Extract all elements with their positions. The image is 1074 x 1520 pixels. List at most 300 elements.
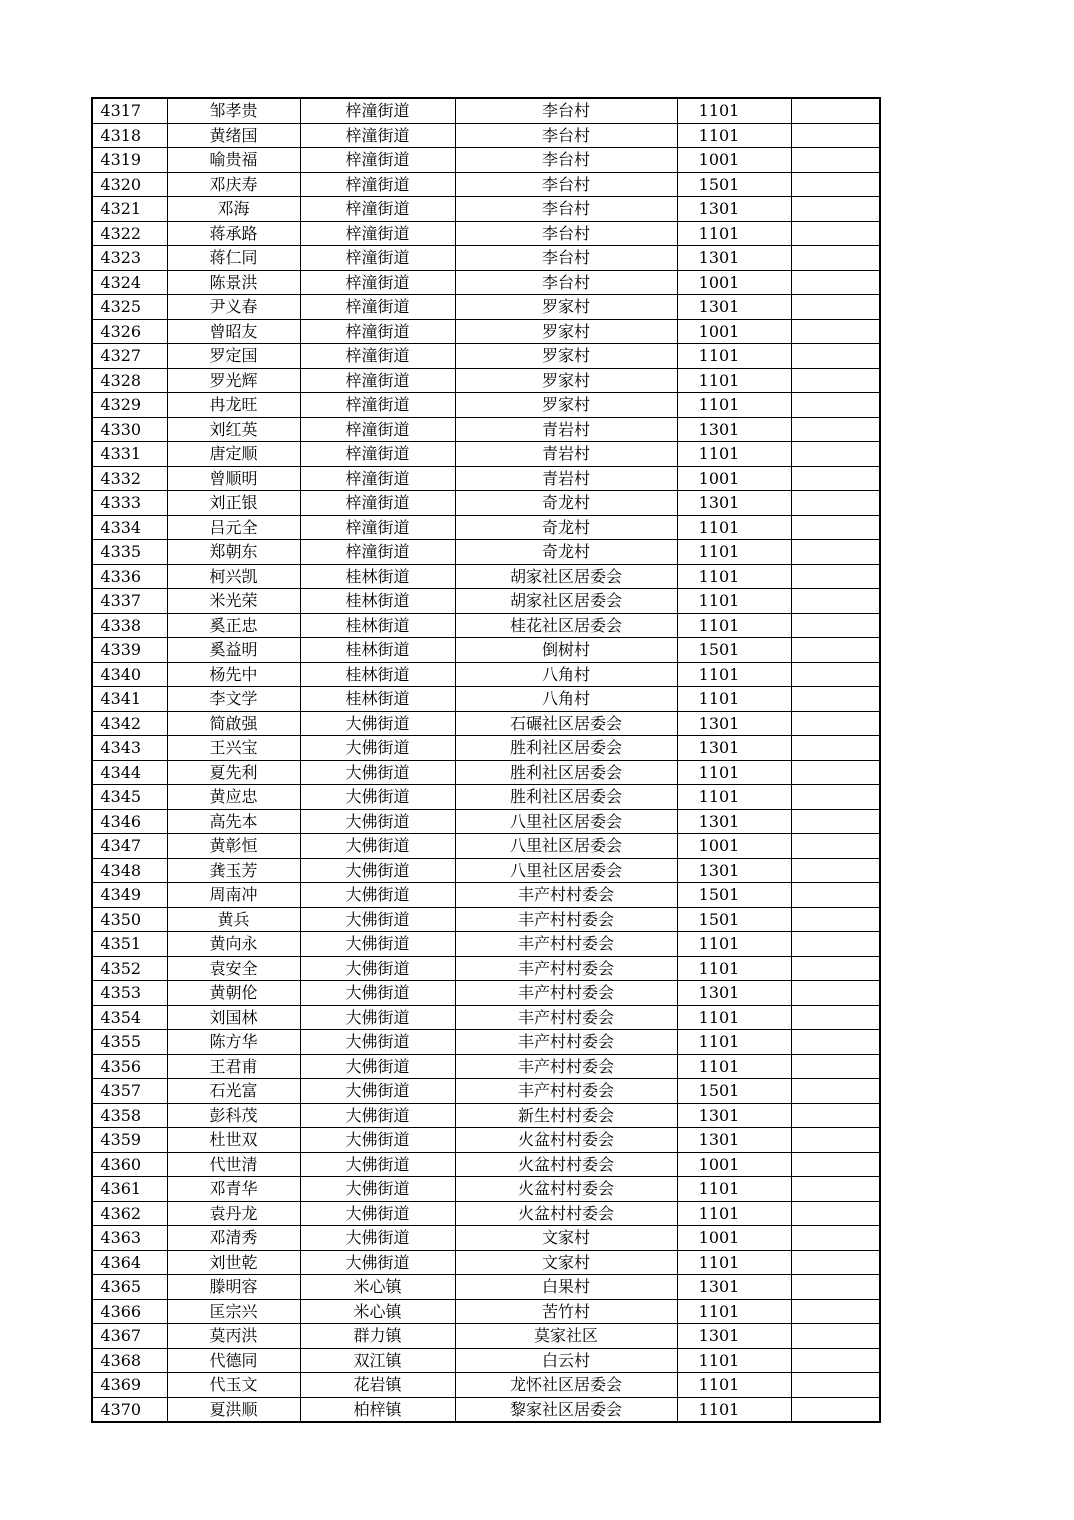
person-name-cell: 代世清 <box>167 1152 300 1177</box>
note-cell <box>791 883 880 908</box>
record-id-cell: 4324 <box>92 270 167 295</box>
village-cell: 罗家村 <box>455 368 677 393</box>
street-cell: 大佛街道 <box>300 1250 455 1275</box>
note-cell <box>791 564 880 589</box>
village-cell: 丰产村村委会 <box>455 1005 677 1030</box>
record-id-cell: 4355 <box>92 1030 167 1055</box>
record-id-cell: 4321 <box>92 197 167 222</box>
street-cell: 大佛街道 <box>300 809 455 834</box>
person-name-cell: 尹义春 <box>167 295 300 320</box>
record-id-cell: 4370 <box>92 1397 167 1422</box>
person-name-cell: 黄绪国 <box>167 123 300 148</box>
record-id-cell: 4337 <box>92 589 167 614</box>
record-id-cell: 4326 <box>92 319 167 344</box>
record-id-cell: 4334 <box>92 515 167 540</box>
village-cell: 丰产村村委会 <box>455 956 677 981</box>
street-cell: 梓潼街道 <box>300 123 455 148</box>
note-cell <box>791 711 880 736</box>
person-name-cell: 邓清秀 <box>167 1226 300 1251</box>
note-cell <box>791 1299 880 1324</box>
person-name-cell: 简啟强 <box>167 711 300 736</box>
table-row <box>92 540 880 565</box>
person-name-cell: 王君甫 <box>167 1054 300 1079</box>
street-cell: 大佛街道 <box>300 1103 455 1128</box>
village-cell: 李台村 <box>455 98 677 123</box>
street-cell: 大佛街道 <box>300 858 455 883</box>
code-cell: 1101 <box>677 613 791 638</box>
note-cell <box>791 981 880 1006</box>
record-id-cell: 4323 <box>92 246 167 271</box>
village-cell: 罗家村 <box>455 393 677 418</box>
table-row <box>92 197 880 222</box>
code-cell: 1301 <box>677 711 791 736</box>
code-cell: 1101 <box>677 1348 791 1373</box>
street-cell: 梓潼街道 <box>300 221 455 246</box>
table-row <box>92 491 880 516</box>
record-id-cell: 4369 <box>92 1373 167 1398</box>
street-cell: 梓潼街道 <box>300 540 455 565</box>
table-row <box>92 221 880 246</box>
code-cell: 1301 <box>677 491 791 516</box>
note-cell <box>791 809 880 834</box>
record-id-cell: 4352 <box>92 956 167 981</box>
village-cell: 胡家社区居委会 <box>455 589 677 614</box>
note-cell <box>791 1005 880 1030</box>
table-row <box>92 270 880 295</box>
record-id-cell: 4327 <box>92 344 167 369</box>
table-row <box>92 1177 880 1202</box>
table-row <box>92 932 880 957</box>
code-cell: 1501 <box>677 907 791 932</box>
person-name-cell: 夏洪顺 <box>167 1397 300 1422</box>
person-name-cell: 杜世双 <box>167 1128 300 1153</box>
record-id-cell: 4342 <box>92 711 167 736</box>
table-row <box>92 442 880 467</box>
table-row <box>92 638 880 663</box>
village-cell: 李台村 <box>455 246 677 271</box>
village-cell: 胜利社区居委会 <box>455 785 677 810</box>
note-cell <box>791 932 880 957</box>
table-row <box>92 564 880 589</box>
note-cell <box>791 1250 880 1275</box>
street-cell: 大佛街道 <box>300 711 455 736</box>
code-cell: 1301 <box>677 246 791 271</box>
person-name-cell: 袁安全 <box>167 956 300 981</box>
person-name-cell: 黄应忠 <box>167 785 300 810</box>
village-cell: 文家村 <box>455 1226 677 1251</box>
code-cell: 1101 <box>677 1030 791 1055</box>
village-cell: 白果村 <box>455 1275 677 1300</box>
table-row <box>92 1079 880 1104</box>
person-name-cell: 奚益明 <box>167 638 300 663</box>
note-cell <box>791 956 880 981</box>
person-name-cell: 邹孝贵 <box>167 98 300 123</box>
village-cell: 胡家社区居委会 <box>455 564 677 589</box>
village-cell: 黎家社区居委会 <box>455 1397 677 1422</box>
code-cell: 1101 <box>677 589 791 614</box>
code-cell: 1001 <box>677 148 791 173</box>
table-row <box>92 907 880 932</box>
street-cell: 桂林街道 <box>300 589 455 614</box>
code-cell: 1101 <box>677 221 791 246</box>
table-row <box>92 344 880 369</box>
note-cell <box>791 319 880 344</box>
village-cell: 倒树村 <box>455 638 677 663</box>
street-cell: 桂林街道 <box>300 662 455 687</box>
note-cell <box>791 1128 880 1153</box>
person-name-cell: 罗光辉 <box>167 368 300 393</box>
village-cell: 青岩村 <box>455 417 677 442</box>
village-cell: 丰产村村委会 <box>455 932 677 957</box>
code-cell: 1101 <box>677 932 791 957</box>
street-cell: 大佛街道 <box>300 1226 455 1251</box>
table-row <box>92 98 880 123</box>
street-cell: 大佛街道 <box>300 1054 455 1079</box>
village-cell: 龙怀社区居委会 <box>455 1373 677 1398</box>
code-cell: 1101 <box>677 1299 791 1324</box>
street-cell: 梓潼街道 <box>300 466 455 491</box>
person-name-cell: 袁丹龙 <box>167 1201 300 1226</box>
record-id-cell: 4333 <box>92 491 167 516</box>
table-row <box>92 613 880 638</box>
note-cell <box>791 1079 880 1104</box>
record-id-cell: 4340 <box>92 662 167 687</box>
table-row <box>92 368 880 393</box>
person-name-cell: 冉龙旺 <box>167 393 300 418</box>
street-cell: 桂林街道 <box>300 564 455 589</box>
record-id-cell: 4350 <box>92 907 167 932</box>
note-cell <box>791 858 880 883</box>
village-cell: 李台村 <box>455 270 677 295</box>
street-cell: 大佛街道 <box>300 834 455 859</box>
village-cell: 八里社区居委会 <box>455 834 677 859</box>
table-row <box>92 246 880 271</box>
note-cell <box>791 1054 880 1079</box>
street-cell: 梓潼街道 <box>300 515 455 540</box>
record-id-cell: 4344 <box>92 760 167 785</box>
village-cell: 丰产村村委会 <box>455 883 677 908</box>
note-cell <box>791 148 880 173</box>
table-row <box>92 981 880 1006</box>
table-row <box>92 956 880 981</box>
code-cell: 1501 <box>677 883 791 908</box>
code-cell: 1501 <box>677 172 791 197</box>
street-cell: 桂林街道 <box>300 613 455 638</box>
person-name-cell: 黄彰恒 <box>167 834 300 859</box>
village-cell: 奇龙村 <box>455 540 677 565</box>
note-cell <box>791 1030 880 1055</box>
record-table <box>91 97 881 1423</box>
note-cell <box>791 442 880 467</box>
street-cell: 梓潼街道 <box>300 197 455 222</box>
note-cell <box>791 760 880 785</box>
note-cell <box>791 295 880 320</box>
record-id-cell: 4360 <box>92 1152 167 1177</box>
person-name-cell: 陈景洪 <box>167 270 300 295</box>
code-cell: 1101 <box>677 687 791 712</box>
record-id-cell: 4368 <box>92 1348 167 1373</box>
record-id-cell: 4332 <box>92 466 167 491</box>
table-row <box>92 319 880 344</box>
village-cell: 李台村 <box>455 221 677 246</box>
person-name-cell: 邓庆寿 <box>167 172 300 197</box>
note-cell <box>791 368 880 393</box>
street-cell: 桂林街道 <box>300 687 455 712</box>
record-id-cell: 4345 <box>92 785 167 810</box>
street-cell: 梓潼街道 <box>300 344 455 369</box>
table-row <box>92 148 880 173</box>
table-row <box>92 1030 880 1055</box>
street-cell: 梓潼街道 <box>300 491 455 516</box>
village-cell: 火盆村村委会 <box>455 1152 677 1177</box>
note-cell <box>791 417 880 442</box>
table-row <box>92 515 880 540</box>
person-name-cell: 吕元全 <box>167 515 300 540</box>
village-cell: 罗家村 <box>455 319 677 344</box>
record-id-cell: 4347 <box>92 834 167 859</box>
village-cell: 胜利社区居委会 <box>455 760 677 785</box>
person-name-cell: 邓青华 <box>167 1177 300 1202</box>
person-name-cell: 郑朝东 <box>167 540 300 565</box>
record-id-cell: 4328 <box>92 368 167 393</box>
note-cell <box>791 540 880 565</box>
person-name-cell: 曾顺明 <box>167 466 300 491</box>
village-cell: 火盆村村委会 <box>455 1201 677 1226</box>
village-cell: 青岩村 <box>455 442 677 467</box>
table-row <box>92 1397 880 1422</box>
code-cell: 1101 <box>677 368 791 393</box>
code-cell: 1301 <box>677 417 791 442</box>
village-cell: 罗家村 <box>455 344 677 369</box>
person-name-cell: 喻贵福 <box>167 148 300 173</box>
village-cell: 青岩村 <box>455 466 677 491</box>
code-cell: 1101 <box>677 123 791 148</box>
table-row <box>92 834 880 859</box>
person-name-cell: 陈方华 <box>167 1030 300 1055</box>
note-cell <box>791 466 880 491</box>
person-name-cell: 高先本 <box>167 809 300 834</box>
person-name-cell: 黄向永 <box>167 932 300 957</box>
table-row <box>92 858 880 883</box>
street-cell: 大佛街道 <box>300 1128 455 1153</box>
code-cell: 1101 <box>677 1177 791 1202</box>
village-cell: 火盆村村委会 <box>455 1177 677 1202</box>
person-name-cell: 邓海 <box>167 197 300 222</box>
street-cell: 梓潼街道 <box>300 98 455 123</box>
record-id-cell: 4329 <box>92 393 167 418</box>
table-row <box>92 1054 880 1079</box>
village-cell: 奇龙村 <box>455 515 677 540</box>
village-cell: 罗家村 <box>455 295 677 320</box>
person-name-cell: 夏先利 <box>167 760 300 785</box>
person-name-cell: 奚正忠 <box>167 613 300 638</box>
note-cell <box>791 98 880 123</box>
person-name-cell: 蒋承路 <box>167 221 300 246</box>
code-cell: 1001 <box>677 1152 791 1177</box>
village-cell: 李台村 <box>455 148 677 173</box>
table-row <box>92 1324 880 1349</box>
record-id-cell: 4341 <box>92 687 167 712</box>
person-name-cell: 唐定顺 <box>167 442 300 467</box>
person-name-cell: 罗定国 <box>167 344 300 369</box>
village-cell: 桂花社区居委会 <box>455 613 677 638</box>
street-cell: 大佛街道 <box>300 956 455 981</box>
code-cell: 1301 <box>677 295 791 320</box>
note-cell <box>791 1348 880 1373</box>
table-row <box>92 1005 880 1030</box>
person-name-cell: 莫丙洪 <box>167 1324 300 1349</box>
code-cell: 1101 <box>677 515 791 540</box>
village-cell: 白云村 <box>455 1348 677 1373</box>
record-id-cell: 4319 <box>92 148 167 173</box>
village-cell: 新生村村委会 <box>455 1103 677 1128</box>
village-cell: 丰产村村委会 <box>455 981 677 1006</box>
village-cell: 莫家社区 <box>455 1324 677 1349</box>
village-cell: 丰产村村委会 <box>455 1079 677 1104</box>
table-row <box>92 172 880 197</box>
table-row <box>92 295 880 320</box>
note-cell <box>791 123 880 148</box>
village-cell: 苦竹村 <box>455 1299 677 1324</box>
village-cell: 丰产村村委会 <box>455 907 677 932</box>
table-row <box>92 1348 880 1373</box>
note-cell <box>791 785 880 810</box>
street-cell: 大佛街道 <box>300 785 455 810</box>
record-id-cell: 4335 <box>92 540 167 565</box>
record-id-cell: 4339 <box>92 638 167 663</box>
person-name-cell: 周南冲 <box>167 883 300 908</box>
code-cell: 1001 <box>677 466 791 491</box>
street-cell: 梓潼街道 <box>300 442 455 467</box>
code-cell: 1501 <box>677 1079 791 1104</box>
person-name-cell: 杨先中 <box>167 662 300 687</box>
record-id-cell: 4357 <box>92 1079 167 1104</box>
village-cell: 八里社区居委会 <box>455 858 677 883</box>
street-cell: 大佛街道 <box>300 1005 455 1030</box>
street-cell: 大佛街道 <box>300 981 455 1006</box>
code-cell: 1101 <box>677 760 791 785</box>
street-cell: 米心镇 <box>300 1275 455 1300</box>
note-cell <box>791 491 880 516</box>
village-cell: 文家村 <box>455 1250 677 1275</box>
code-cell: 1001 <box>677 834 791 859</box>
table-row <box>92 809 880 834</box>
street-cell: 大佛街道 <box>300 883 455 908</box>
record-id-cell: 4367 <box>92 1324 167 1349</box>
note-cell <box>791 1177 880 1202</box>
table-row <box>92 760 880 785</box>
note-cell <box>791 246 880 271</box>
record-id-cell: 4318 <box>92 123 167 148</box>
code-cell: 1101 <box>677 956 791 981</box>
table-row <box>92 1103 880 1128</box>
record-id-cell: 4364 <box>92 1250 167 1275</box>
code-cell: 1101 <box>677 344 791 369</box>
note-cell <box>791 515 880 540</box>
village-cell: 胜利社区居委会 <box>455 736 677 761</box>
code-cell: 1101 <box>677 1250 791 1275</box>
street-cell: 梓潼街道 <box>300 417 455 442</box>
code-cell: 1301 <box>677 1128 791 1153</box>
record-id-cell: 4325 <box>92 295 167 320</box>
table-row <box>92 1275 880 1300</box>
person-name-cell: 刘国林 <box>167 1005 300 1030</box>
note-cell <box>791 1201 880 1226</box>
record-id-cell: 4348 <box>92 858 167 883</box>
street-cell: 花岩镇 <box>300 1373 455 1398</box>
street-cell: 大佛街道 <box>300 736 455 761</box>
record-table-body <box>92 98 880 1422</box>
table-row <box>92 785 880 810</box>
street-cell: 大佛街道 <box>300 1152 455 1177</box>
person-name-cell: 曾昭友 <box>167 319 300 344</box>
table-row <box>92 736 880 761</box>
table-row <box>92 711 880 736</box>
table-row <box>92 883 880 908</box>
village-cell: 八里社区居委会 <box>455 809 677 834</box>
record-id-cell: 4338 <box>92 613 167 638</box>
code-cell: 1301 <box>677 858 791 883</box>
record-id-cell: 4353 <box>92 981 167 1006</box>
note-cell <box>791 1152 880 1177</box>
person-name-cell: 刘世乾 <box>167 1250 300 1275</box>
street-cell: 梓潼街道 <box>300 270 455 295</box>
note-cell <box>791 907 880 932</box>
person-name-cell: 黄兵 <box>167 907 300 932</box>
note-cell <box>791 638 880 663</box>
code-cell: 1301 <box>677 809 791 834</box>
person-name-cell: 石光富 <box>167 1079 300 1104</box>
code-cell: 1001 <box>677 1226 791 1251</box>
code-cell: 1101 <box>677 1373 791 1398</box>
code-cell: 1101 <box>677 393 791 418</box>
street-cell: 群力镇 <box>300 1324 455 1349</box>
note-cell <box>791 736 880 761</box>
record-id-cell: 4363 <box>92 1226 167 1251</box>
record-id-cell: 4317 <box>92 98 167 123</box>
record-id-cell: 4362 <box>92 1201 167 1226</box>
street-cell: 梓潼街道 <box>300 368 455 393</box>
record-id-cell: 4349 <box>92 883 167 908</box>
table-row <box>92 1152 880 1177</box>
table-row <box>92 393 880 418</box>
code-cell: 1101 <box>677 442 791 467</box>
street-cell: 梓潼街道 <box>300 246 455 271</box>
record-id-cell: 4343 <box>92 736 167 761</box>
code-cell: 1101 <box>677 564 791 589</box>
code-cell: 1001 <box>677 270 791 295</box>
record-id-cell: 4336 <box>92 564 167 589</box>
note-cell <box>791 613 880 638</box>
record-id-cell: 4320 <box>92 172 167 197</box>
village-cell: 李台村 <box>455 172 677 197</box>
note-cell <box>791 1226 880 1251</box>
village-cell: 八角村 <box>455 662 677 687</box>
person-name-cell: 李文学 <box>167 687 300 712</box>
code-cell: 1101 <box>677 1397 791 1422</box>
street-cell: 大佛街道 <box>300 1201 455 1226</box>
person-name-cell: 匡宗兴 <box>167 1299 300 1324</box>
record-id-cell: 4358 <box>92 1103 167 1128</box>
note-cell <box>791 270 880 295</box>
street-cell: 大佛街道 <box>300 760 455 785</box>
code-cell: 1301 <box>677 197 791 222</box>
person-name-cell: 刘红英 <box>167 417 300 442</box>
street-cell: 大佛街道 <box>300 1079 455 1104</box>
note-cell <box>791 1275 880 1300</box>
person-name-cell: 滕明容 <box>167 1275 300 1300</box>
code-cell: 1101 <box>677 1005 791 1030</box>
